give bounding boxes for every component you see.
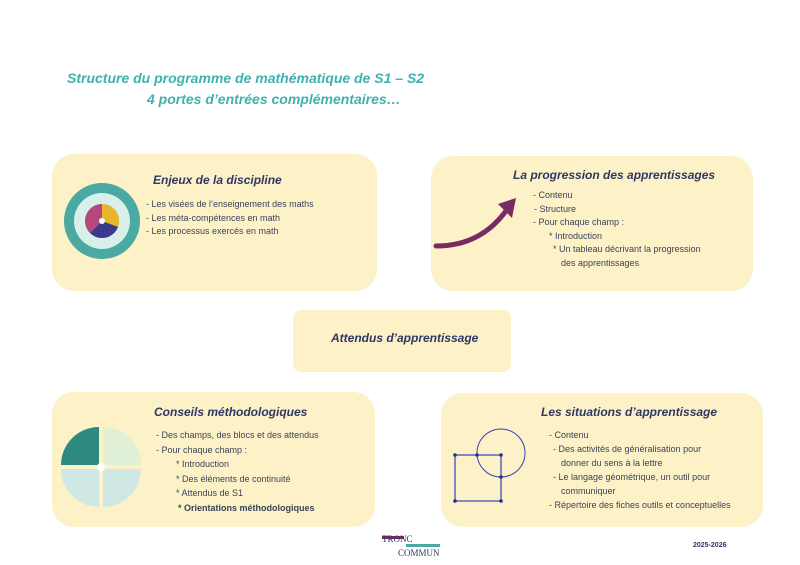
svg-text:COMMUN: COMMUN bbox=[398, 548, 440, 558]
enjeux-item: - Les processus exercés en math bbox=[146, 226, 279, 236]
svg-text:TRONC: TRONC bbox=[382, 534, 413, 544]
conseils-item: - Des champs, des blocs et des attendus bbox=[156, 430, 319, 440]
conseils-title: Conseils méthodologiques bbox=[154, 405, 308, 419]
situations-item: - Le langage géométrique, un outil pour bbox=[553, 472, 711, 482]
attendus-title: Attendus d’apprentissage bbox=[331, 331, 479, 345]
geometry-figure-image bbox=[445, 427, 535, 517]
progression-item: * Un tableau décrivant la progression bbox=[553, 244, 701, 254]
enjeux-title: Enjeux de la discipline bbox=[153, 173, 282, 187]
progression-title: La progression des apprentissages bbox=[513, 168, 716, 182]
conseils-item: * Orientations méthodologiques bbox=[178, 502, 315, 513]
conseils-quadrant-image bbox=[61, 427, 141, 507]
situations-item: - Contenu bbox=[549, 430, 589, 440]
conseils-item: * Introduction bbox=[176, 459, 230, 469]
progression-item: des apprentissages bbox=[561, 257, 640, 268]
tronc-commun-logo bbox=[380, 528, 442, 563]
situations-title: Les situations d’apprentissage bbox=[541, 405, 718, 419]
card-situations bbox=[441, 393, 763, 527]
card-enjeux bbox=[52, 154, 377, 291]
situations-item: donner du sens à la lettre bbox=[561, 458, 663, 468]
curved-arrow-icon bbox=[430, 190, 520, 260]
conseils-item: - Pour chaque champ : bbox=[156, 444, 248, 455]
page-subtitle: 4 portes d’entrées complémentaires… bbox=[147, 91, 401, 107]
conseils-item: * Des éléments de continuité bbox=[176, 473, 291, 484]
school-year: 2025-2026 bbox=[693, 542, 727, 549]
card-attendus bbox=[293, 310, 511, 372]
situations-item: - Des activités de généralisation pour bbox=[553, 444, 702, 454]
progression-item: * Introduction bbox=[549, 230, 603, 241]
enjeux-item: - Les visées de l’enseignement des maths bbox=[146, 199, 314, 209]
enjeux-item: - Les méta-compétences en math bbox=[146, 212, 281, 223]
card-conseils bbox=[52, 392, 375, 527]
page-title: Structure du programme de mathématique de S1 – S2 bbox=[67, 70, 425, 86]
progression-item: - Contenu bbox=[533, 190, 573, 200]
progression-item: - Structure bbox=[534, 203, 577, 214]
situations-item: - Répertoire des fiches outils et conceptuelles bbox=[549, 500, 731, 510]
conseils-item: * Attendus de S1 bbox=[176, 488, 244, 498]
situations-item: communiquer bbox=[561, 486, 616, 496]
progression-item: - Pour chaque champ : bbox=[533, 217, 625, 227]
enjeux-wheel-image bbox=[62, 181, 142, 261]
